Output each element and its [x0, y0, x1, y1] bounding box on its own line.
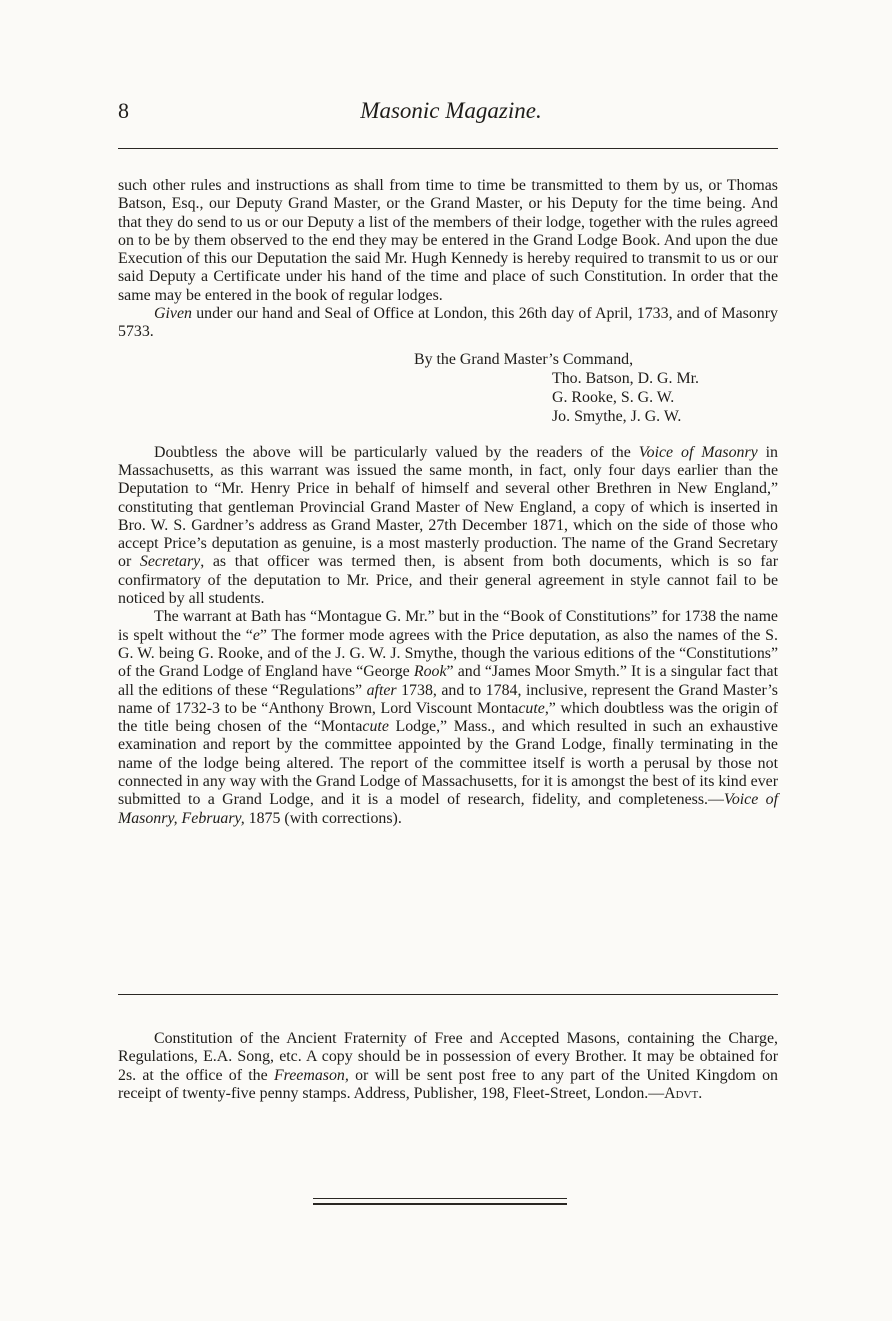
signature-line: By the Grand Master’s Command,: [414, 350, 634, 368]
page-number: 8: [118, 98, 129, 123]
paragraph-warrant-at-bath: The warrant at Bath has “Montague G. Mr.” but in the “Book of Constitutions” for 1738 the name is spelt without the “e” The former mode agrees with the Price deputation, as also the names of the S. G. W. being G. Rooke, and of the J. G. W. J. Smythe, though the various editions of the “Constitutions” of the Grand Lodge of England have “George Rook” and “James Moor Smyth.” It is a singular fact that all the editions of these “Regulations” after 1738, and to 1784, inclusive, represent the Grand Master’s name of 1732-3 to be “Anthony Brown, Lord Viscount Montacute,” which doubtless was the origin of the title being chosen of the “Montacute Lodge,” Mass., and which resulted in such an exhaustive examination and report by the committee appointed by the Grand Lodge, finally terminating in the name of the lodge being altered. The report of the committee itself is worth a perusal by those not connected in any way with the Grand Lodge of Massachusetts, for it is amongst the best of its kind ever submitted to a Grand Lodge, and it is a model of research, fidelity, and completeness.—Voice of Masonry, February, 1875 (with corrections).: [118, 608, 779, 827]
paragraph-given: Given under our hand and Seal of Office at London, this 26th day of April, 1733, and of Masonry 5733.: [118, 305, 778, 341]
article-body: [118, 177, 778, 828]
signature-line: Tho. Batson, D. G. Mr.: [552, 369, 699, 387]
paragraph-commentary: Doubtless the above will be particularly valued by the readers of the Voice of Masonry in Massachusetts, as this warrant was issued the same month, in fact, only four days earlier than the Deputation to “Mr. Henry Price in behalf of himself and several other Brethren in New England,” constituting that gentleman Provincial Grand Master of New England, a copy of which is inserted in Bro. W. S. Gardner’s address as Grand Master, 27th December 1871, which on the side of those who accept Price’s deputation as genuine, is a most masterly production. The name of the Grand Secretary or Secretary, as that officer was termed then, is absent from both documents, which is so far confirmatory of the deputation to Mr. Price, and their general agreement in style cannot fail to be noticed by all students.: [118, 443, 778, 608]
running-head: Masonic Magazine.: [360, 98, 542, 123]
signature-line: Jo. Smythe, J. G. W.: [552, 407, 682, 425]
end-rule-thick: [313, 1203, 567, 1205]
end-rule: [313, 1198, 567, 1199]
advertisement: [118, 1030, 778, 1103]
paragraph-deputation-end: such other rules and instructions as shall from time to time be transmitted to them by us, or Thomas Batson, Esq., our Deputy Grand Master, or the Grand Master, or his Deputy for the time being. And that they do send to us or our Deputy a list of the members of their lodge, together with the rules agreed on to be by them observed to the end they may be entered in the Grand Lodge Book. And upon the due Execution of this our Deputation the said Mr. Hugh Kennedy is hereby required to transmit to us or our said Deputy a Certificate under his hand of the time and place of such Constitution. In order that the same may be entered in the book of regular lodges.: [118, 177, 778, 304]
header-rule: [118, 148, 778, 149]
signature-block: [118, 350, 778, 426]
section-rule: [118, 994, 778, 995]
advertisement-text: Constitution of the Ancient Fraternity of Free and Accepted Masons, containing the Charge, Regulations, E.A. Song, etc. A copy should be in possession of every Brother. It may be obtained for 2s. at the office of the Freemason, or will be sent post free to any part of the United Kingdom on receipt of twenty-five penny stamps. Address, Publisher, 198, Fleet-Street, London.—Advt.: [118, 1030, 779, 1102]
signature-line: G. Rooke, S. G. W.: [552, 388, 675, 406]
